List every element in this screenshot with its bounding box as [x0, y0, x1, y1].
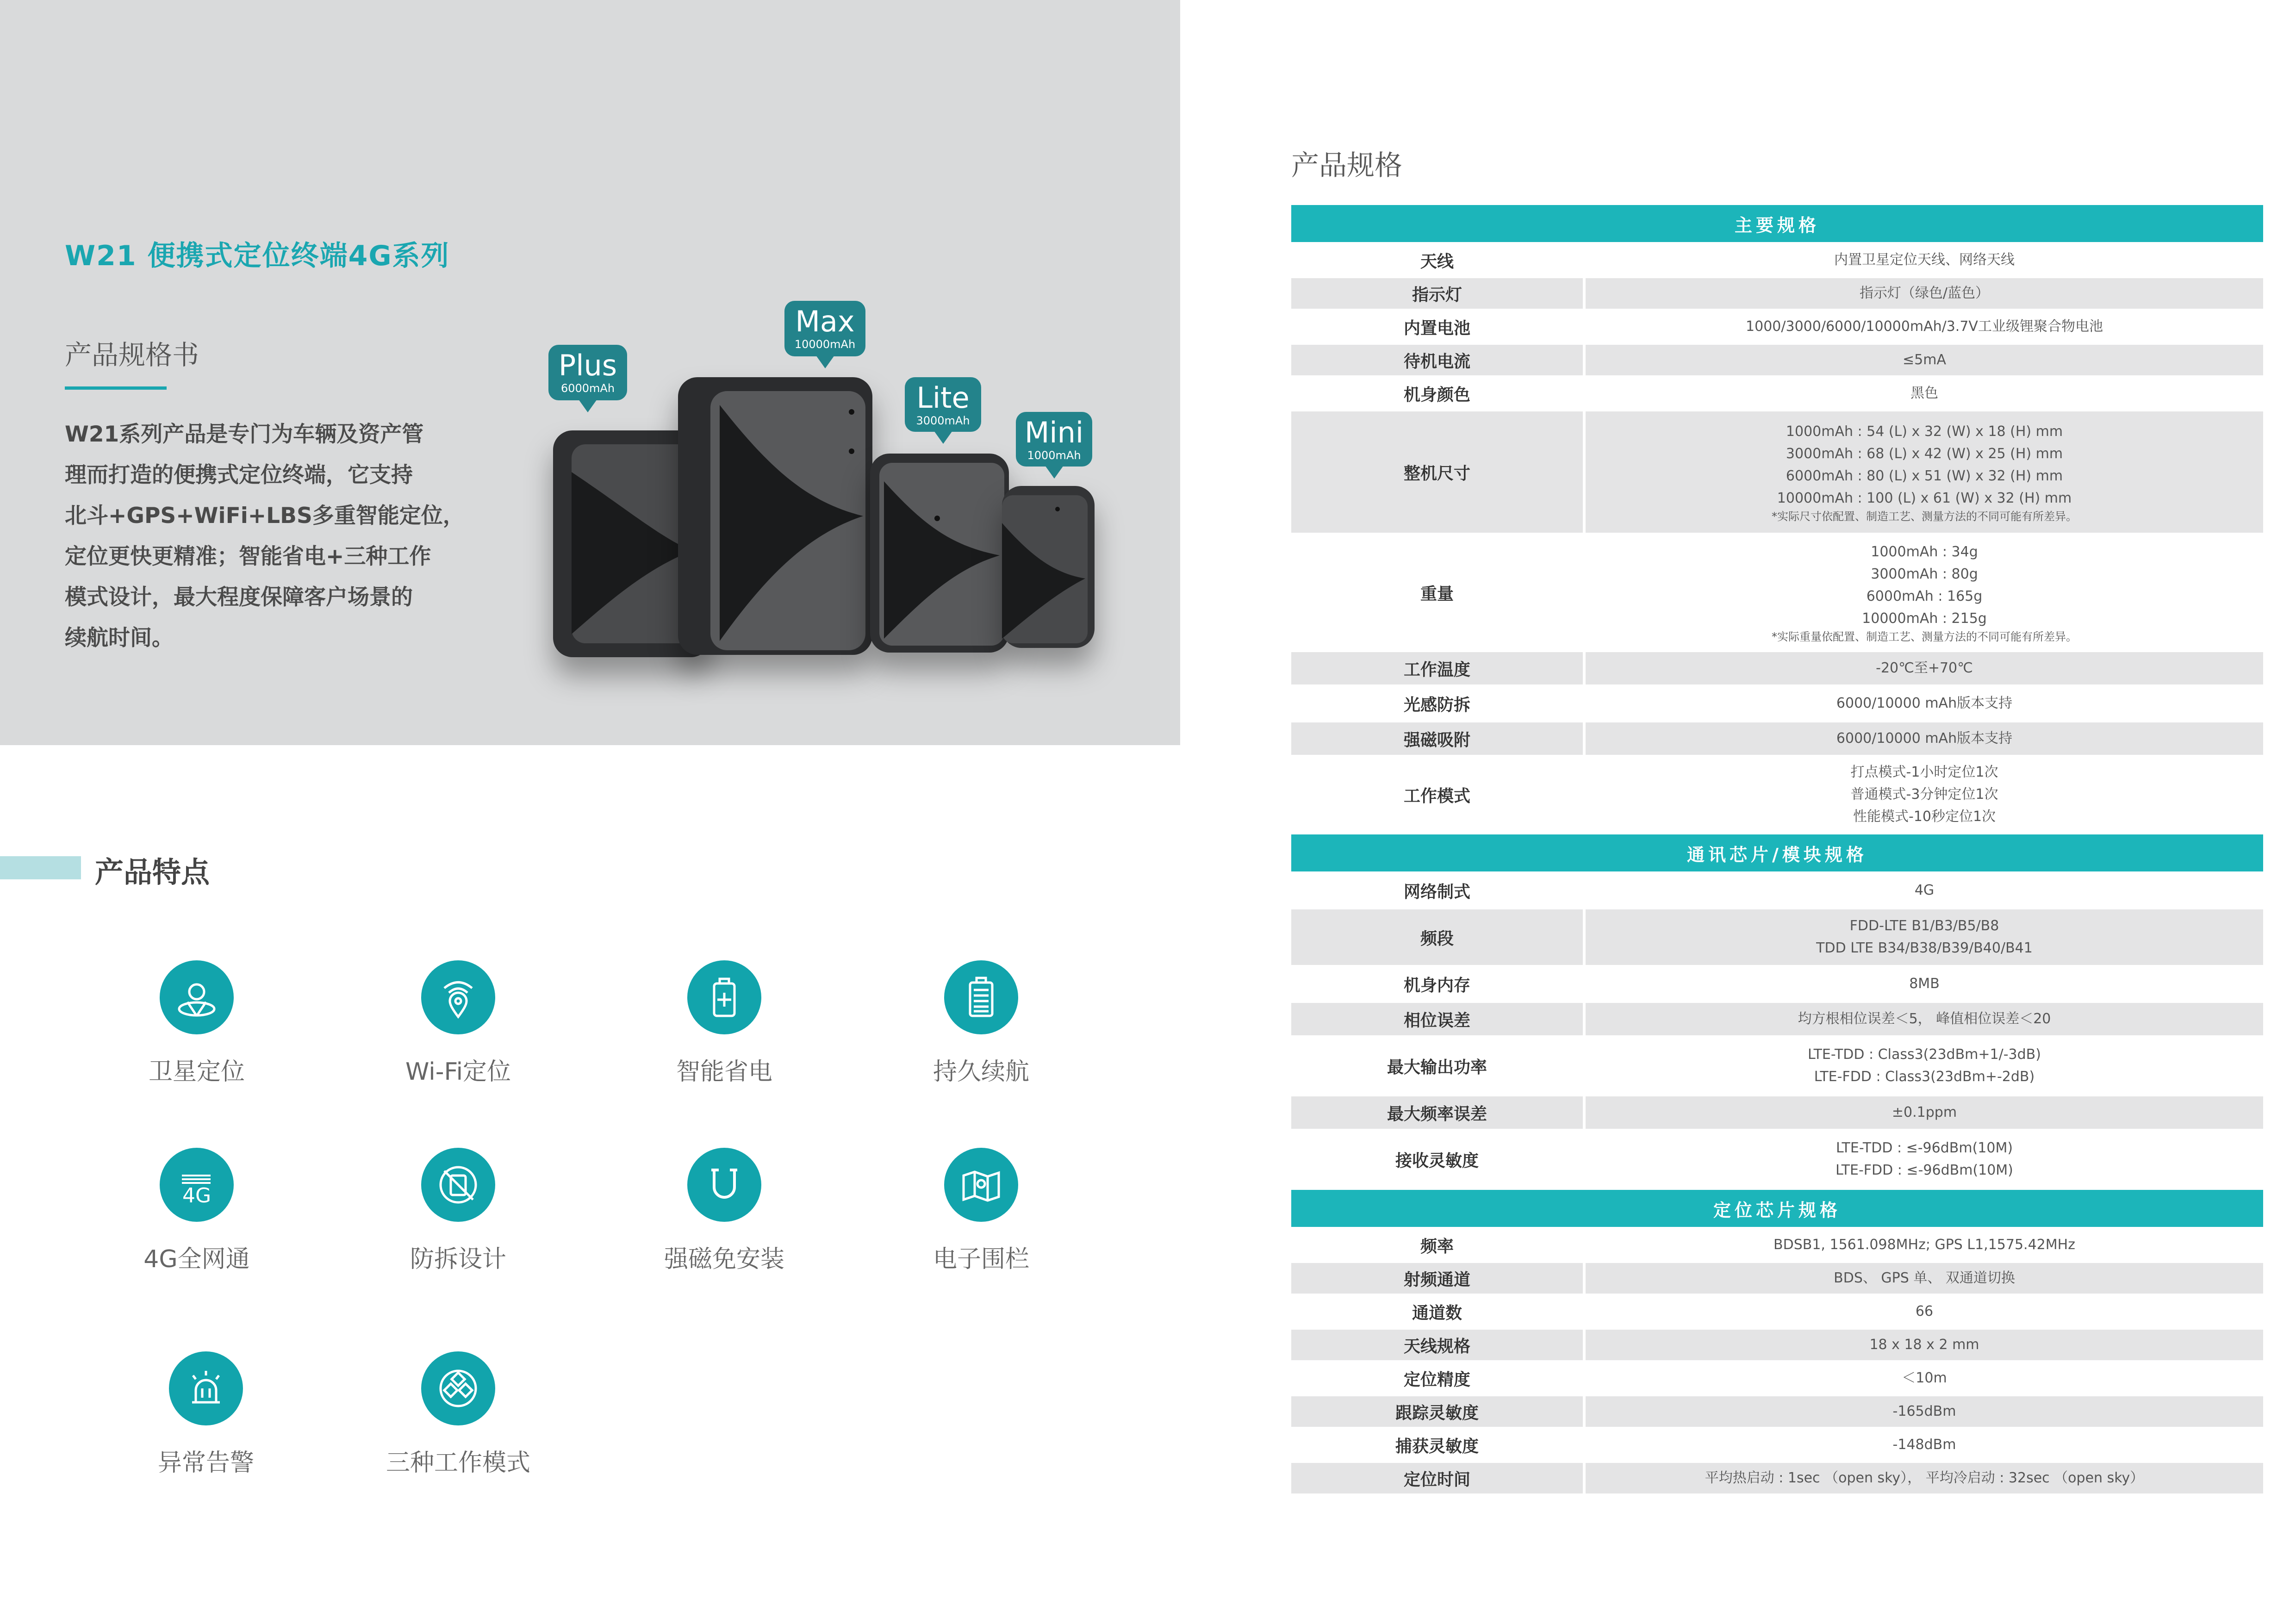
spec-row-freq-error — [1291, 1096, 2263, 1129]
value-line: LTE-TDD : Class3(23dBm+1/-3dB) — [1808, 1046, 2041, 1063]
spec-row-rf-channel — [1291, 1263, 2263, 1294]
value-line: 内置卫星定位天线、网络天线 — [1834, 252, 2015, 268]
spec-row-rx-sensitivity — [1291, 1132, 2263, 1187]
spec-label: 频率 — [1291, 1230, 1583, 1260]
features-title: 产品特点 — [95, 855, 210, 889]
spec-label: 工作模式 — [1291, 758, 1583, 832]
section-heading-gnss: 定位芯片规格 — [1291, 1190, 2263, 1227]
value-line: 1000mAh : 54 (L) x 32 (W) x 18 (H) mm — [1786, 423, 2063, 440]
value-line: LTE-TDD : ≤-96dBm(10M) — [1836, 1140, 2013, 1156]
spec-value — [1586, 1230, 2263, 1260]
intro-line: 模式设计，最大程度保障客户场景的 — [65, 585, 413, 610]
4g-network-icon — [160, 1148, 234, 1222]
value-line: 3000mAh : 68 (L) x 42 (W) x 25 (H) mm — [1786, 446, 2063, 462]
spec-value — [1586, 909, 2263, 965]
value-line: -148dBm — [1892, 1437, 1956, 1453]
spec-label: 指示灯 — [1291, 278, 1583, 309]
spec-value — [1586, 345, 2263, 375]
feature-label: 防拆设计 — [410, 1245, 506, 1273]
value-line: 性能模式-10秒定位1次 — [1853, 809, 1996, 825]
spec-row-frequency — [1291, 1230, 2263, 1260]
value-line: 6000mAh : 80 (L) x 51 (W) x 32 (H) mm — [1786, 468, 2063, 484]
value-line: -20℃至+70℃ — [1876, 660, 1973, 676]
spec-label: 机身颜色 — [1291, 378, 1583, 409]
spec-label: 频段 — [1291, 909, 1583, 965]
spec-table — [1291, 205, 2263, 1496]
intro-line: 定位更快更精准；智能省电+三种工作 — [65, 544, 431, 569]
spec-row-network — [1291, 874, 2263, 907]
value-line: 打点模式-1小时定位1次 — [1850, 764, 1998, 780]
spec-value — [1586, 722, 2263, 755]
spec-value — [1586, 1463, 2263, 1493]
feature-label: 持久续航 — [933, 1058, 1029, 1086]
features-accent-bar — [0, 856, 81, 879]
work-modes-icon — [421, 1351, 495, 1425]
model-name: Lite — [916, 381, 970, 415]
spec-label: 最大输出功率 — [1291, 1038, 1583, 1094]
spec-row-battery — [1291, 311, 2263, 342]
value-line: 8MB — [1909, 976, 1940, 992]
spec-label: 整机尺寸 — [1291, 411, 1583, 533]
spec-label: 网络制式 — [1291, 874, 1583, 907]
value-line: 66 — [1915, 1303, 1934, 1319]
model-name: Mini — [1024, 416, 1084, 449]
spec-row-light-tamper — [1291, 687, 2263, 720]
value-line: -165dBm — [1892, 1403, 1956, 1419]
spec-row-temperature — [1291, 652, 2263, 684]
spec-label: 重量 — [1291, 535, 1583, 649]
model-name: Plus — [558, 348, 617, 382]
anti-tamper-icon — [421, 1148, 495, 1222]
capacity-bubble-max — [784, 301, 865, 356]
spec-value — [1586, 968, 2263, 1000]
spec-label: 跟踪灵敏度 — [1291, 1396, 1583, 1427]
spec-value — [1586, 411, 2263, 533]
feature-anti-tamper — [366, 1148, 551, 1274]
spec-row-memory — [1291, 968, 2263, 1000]
section-heading-main: 主要规格 — [1291, 205, 2263, 242]
feature-endurance — [889, 960, 1074, 1087]
feature-power-save — [632, 960, 817, 1087]
capacity-bubble-lite — [905, 377, 981, 432]
value-line: ≤5mA — [1903, 352, 1946, 368]
intro-line: 理而打造的便携式定位终端，它支持 — [65, 462, 413, 488]
spec-label: 射频通道 — [1291, 1263, 1583, 1294]
spec-value — [1586, 1003, 2263, 1035]
spec-value — [1586, 758, 2263, 832]
feature-label: Wi-Fi定位 — [405, 1058, 511, 1086]
satellite-location-icon — [160, 960, 234, 1034]
device-graphic — [1002, 486, 1095, 648]
capacity-bubble-plus — [548, 345, 627, 400]
feature-label: 电子围栏 — [933, 1245, 1029, 1273]
spec-label: 捕获灵敏度 — [1291, 1430, 1583, 1460]
spec-row-magnet — [1291, 722, 2263, 755]
spec-label: 天线规格 — [1291, 1330, 1583, 1360]
feature-wifi — [366, 960, 551, 1087]
value-line: BDS、 GPS 单、 双通道切换 — [1834, 1270, 2015, 1286]
value-note: *实际重量依配置、制造工艺、测量方法的不同可能有所差异。 — [1772, 630, 2077, 643]
spec-label: 待机电流 — [1291, 345, 1583, 375]
geofence-map-icon — [944, 1148, 1018, 1222]
spec-row-bands — [1291, 909, 2263, 965]
intro-line: 北斗+GPS+WiFi+LBS多重智能定位， — [65, 503, 465, 529]
spec-value — [1586, 874, 2263, 907]
feature-4g — [104, 1148, 289, 1274]
value-line: 18 x 18 x 2 mm — [1869, 1337, 1979, 1353]
long-battery-icon — [944, 960, 1018, 1034]
value-line: FDD-LTE B1/B3/B5/B8 — [1849, 918, 1999, 934]
value-line: LTE-FDD : Class3(23dBm+-2dB) — [1814, 1069, 2035, 1085]
value-line: 黑色 — [1910, 385, 1938, 401]
value-line: ±0.1ppm — [1892, 1104, 1957, 1120]
spec-title: 产品规格 — [1291, 149, 1402, 182]
product-title: W21 便携式定位终端4G系列 — [65, 240, 450, 272]
spec-label: 强磁吸附 — [1291, 722, 1583, 755]
spec-label: 天线 — [1291, 245, 1583, 275]
spec-value — [1586, 1263, 2263, 1294]
feature-label: 三种工作模式 — [386, 1449, 530, 1477]
spec-row-antenna — [1291, 245, 2263, 275]
value-line: 普通模式-3分钟定位1次 — [1850, 786, 1998, 803]
feature-magnet — [632, 1148, 817, 1274]
value-line: 6000/10000 mAh版本支持 — [1836, 695, 2013, 711]
value-line: 平均热启动 : 1sec （open sky）， 平均冷启动 : 32sec （open sky） — [1705, 1470, 2144, 1486]
feature-label: 卫星定位 — [148, 1058, 245, 1086]
value-line: 4G — [1914, 882, 1935, 898]
spec-value — [1586, 311, 2263, 342]
spec-value — [1586, 1038, 2263, 1094]
value-line: LTE-FDD : ≤-96dBm(10M) — [1836, 1162, 2013, 1178]
section-heading-comm: 通讯芯片/模块规格 — [1291, 834, 2263, 871]
value-line: BDSB1, 1561.098MHz; GPS L1,1575.42MHz — [1773, 1237, 2075, 1253]
spec-value — [1586, 1330, 2263, 1360]
feature-work-modes — [366, 1351, 551, 1478]
capacity-bubble-mini — [1016, 412, 1092, 467]
device-max-image — [678, 377, 872, 655]
spec-row-indicator — [1291, 278, 2263, 309]
spec-row-acquisition — [1291, 1430, 2263, 1460]
feature-label: 4G全网通 — [143, 1245, 250, 1273]
model-capacity: 3000mAh — [916, 414, 970, 427]
spec-label: 相位误差 — [1291, 1003, 1583, 1035]
spec-row-standby — [1291, 345, 2263, 375]
spec-value — [1586, 652, 2263, 684]
value-line: 10000mAh : 100 (L) x 61 (W) x 32 (H) mm — [1777, 490, 2072, 506]
feature-alarm — [113, 1351, 299, 1478]
intro-line: 续航时间。 — [65, 625, 174, 651]
spec-label: 通道数 — [1291, 1296, 1583, 1327]
spec-row-work-mode — [1291, 758, 2263, 832]
value-line: 指示灯（绿色/蓝色） — [1859, 285, 1990, 301]
value-line: ＜10m — [1902, 1370, 1947, 1386]
model-name: Max — [795, 305, 855, 338]
spec-row-tracking — [1291, 1396, 2263, 1427]
model-capacity: 6000mAh — [560, 382, 615, 395]
spec-row-channels — [1291, 1296, 2263, 1327]
wifi-location-icon — [421, 960, 495, 1034]
spec-row-color — [1291, 378, 2263, 409]
spec-label: 定位时间 — [1291, 1463, 1583, 1493]
device-lite-image — [870, 454, 1009, 653]
spec-row-ttff — [1291, 1463, 2263, 1493]
feature-label: 强磁免安装 — [664, 1245, 784, 1273]
value-line: 6000mAh : 165g — [1866, 588, 1983, 604]
device-mini-image — [1002, 486, 1095, 648]
4g-glyph: 4G — [182, 1184, 212, 1207]
product-intro — [65, 414, 463, 659]
spec-label: 机身内存 — [1291, 968, 1583, 1000]
alarm-icon — [169, 1351, 243, 1425]
spec-value — [1586, 1396, 2263, 1427]
spec-label: 工作温度 — [1291, 652, 1583, 684]
spec-sheet-subtitle: 产品规格书 — [65, 339, 199, 371]
spec-label: 光感防拆 — [1291, 687, 1583, 720]
spec-value — [1586, 245, 2263, 275]
subtitle-underline — [65, 386, 167, 390]
feature-label: 智能省电 — [676, 1058, 772, 1086]
spec-value — [1586, 535, 2263, 649]
intro-line: W21系列产品是专门为车辆及资产管 — [65, 422, 424, 447]
value-line: TDD LTE B34/B38/B39/B40/B41 — [1816, 940, 2033, 956]
spec-value — [1586, 1430, 2263, 1460]
spec-value — [1586, 1363, 2263, 1394]
feature-label: 异常告警 — [157, 1449, 254, 1477]
spec-row-output-power — [1291, 1038, 2263, 1094]
value-line: 10000mAh : 215g — [1862, 610, 1987, 627]
value-note: *实际尺寸依配置、制造工艺、测量方法的不同可能有所差异。 — [1772, 510, 2077, 523]
spec-row-dimensions — [1291, 411, 2263, 533]
spec-value — [1586, 1296, 2263, 1327]
model-capacity: 10000mAh — [794, 338, 856, 351]
device-graphic — [870, 454, 1009, 653]
value-line: 3000mAh : 80g — [1871, 566, 1978, 582]
spec-value — [1586, 278, 2263, 309]
value-line: 1000/3000/6000/10000mAh/3.7V工业级锂聚合物电池 — [1746, 318, 2103, 335]
magnet-icon — [687, 1148, 761, 1222]
spec-value — [1586, 1132, 2263, 1187]
spec-row-antenna-size — [1291, 1330, 2263, 1360]
value-line: 均方根相位误差＜5， 峰值相位误差＜20 — [1798, 1011, 2051, 1027]
value-line: 6000/10000 mAh版本支持 — [1836, 730, 2013, 747]
spec-label: 定位精度 — [1291, 1363, 1583, 1394]
spec-row-accuracy — [1291, 1363, 2263, 1394]
spec-label: 接收灵敏度 — [1291, 1132, 1583, 1187]
device-graphic — [678, 377, 872, 655]
spec-row-weight — [1291, 535, 2263, 649]
spec-label: 内置电池 — [1291, 311, 1583, 342]
value-line: 1000mAh : 34g — [1871, 544, 1978, 560]
spec-label: 最大频率误差 — [1291, 1096, 1583, 1129]
battery-save-icon — [687, 960, 761, 1034]
spec-value — [1586, 687, 2263, 720]
spec-value — [1586, 1096, 2263, 1129]
model-capacity: 1000mAh — [1027, 449, 1081, 462]
feature-geofence — [889, 1148, 1074, 1274]
feature-satellite — [104, 960, 289, 1087]
spec-value — [1586, 378, 2263, 409]
spec-row-phase-error — [1291, 1003, 2263, 1035]
hero-panel — [0, 0, 1180, 745]
